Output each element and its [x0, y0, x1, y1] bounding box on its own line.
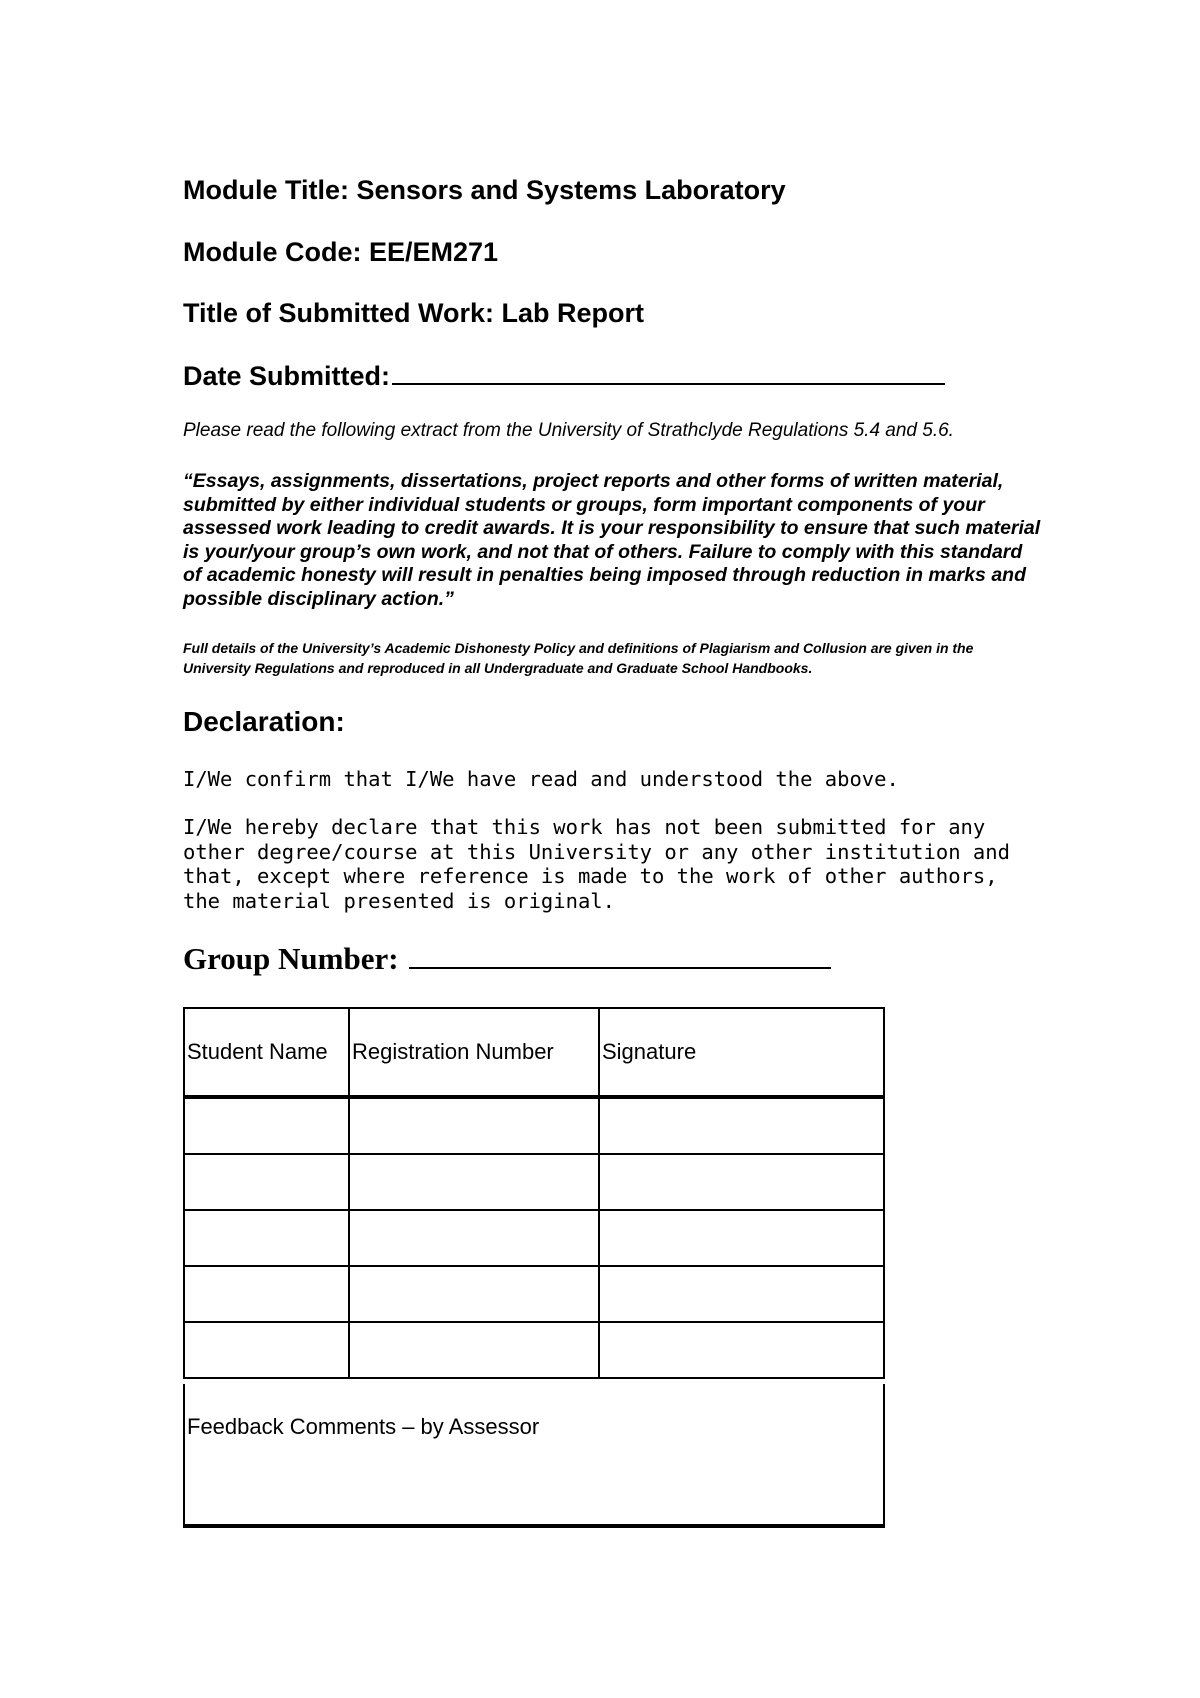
- declaration-statement: I/We hereby declare that this work has not been submitted for any other degree/course at this University or any other institution and that, except where reference is made to the work of other authors, the material presented is original.: [183, 815, 1010, 913]
- group-number-row: [183, 940, 831, 978]
- student-table: [183, 1007, 885, 1379]
- date-submitted-row: [183, 357, 945, 393]
- table-row: [184, 1322, 884, 1378]
- declaration-title: Declaration:: [183, 706, 345, 737]
- student-name-cell[interactable]: [184, 1266, 349, 1322]
- submitted-work-title: Title of Submitted Work: Lab Report: [183, 298, 645, 328]
- registration-number-cell[interactable]: [349, 1322, 599, 1378]
- signature-cell[interactable]: [599, 1322, 884, 1378]
- signature-cell[interactable]: [599, 1154, 884, 1210]
- registration-number-cell[interactable]: [349, 1154, 599, 1210]
- student-name-cell[interactable]: [184, 1322, 349, 1378]
- regulations-quote: “Essays, assignments, dissertations, project reports and other forms of written material, submitted by either individual students or groups, form important components of your assessed work leading to credit awards. It is your responsibility to ensure that such material is your/your group’s own work, and not that of others. Failure to comply with this standard of academic honesty will result in penalties being imposed through reduction in marks and possible disciplinary action.”: [183, 470, 1041, 610]
- regulations-fine-print: Full details of the University’s Academic Dishonesty Policy and definitions of Plagiarism and Collusion are given in the University Regulations and reproduced in all Undergraduate and Graduate School Handbooks.: [183, 640, 974, 676]
- date-submitted-label: Date Submitted:: [183, 361, 391, 391]
- header-student-name: Student Name: [184, 1008, 349, 1097]
- registration-number-cell[interactable]: [349, 1097, 599, 1154]
- signature-cell[interactable]: [599, 1266, 884, 1322]
- header-registration-number: Registration Number: [349, 1008, 599, 1097]
- table-row: [184, 1210, 884, 1266]
- table-row: [184, 1154, 884, 1210]
- signature-cell[interactable]: [599, 1210, 884, 1266]
- registration-number-cell[interactable]: [349, 1266, 599, 1322]
- student-name-cell[interactable]: [184, 1097, 349, 1154]
- group-number-field[interactable]: [409, 941, 831, 969]
- module-code: Module Code: EE/EM271: [183, 237, 499, 267]
- header-signature: Signature: [599, 1008, 884, 1097]
- cover-sheet: [183, 0, 1043, 1698]
- feedback-label: Feedback Comments – by Assessor: [187, 1414, 540, 1439]
- regulations-intro: Please read the following extract from the University of Strathclyde Regulations 5.4 and 5.6.: [183, 420, 954, 441]
- signature-cell[interactable]: [599, 1097, 884, 1154]
- student-name-cell[interactable]: [184, 1154, 349, 1210]
- date-submitted-field[interactable]: [392, 357, 945, 385]
- group-number-label: Group Number:: [183, 941, 399, 976]
- student-name-cell[interactable]: [184, 1210, 349, 1266]
- declaration-confirm: I/We confirm that I/We have read and understood the above.: [183, 767, 899, 791]
- table-row: [184, 1266, 884, 1322]
- registration-number-cell[interactable]: [349, 1210, 599, 1266]
- table-row: [184, 1097, 884, 1154]
- feedback-box[interactable]: [183, 1384, 885, 1528]
- student-table-header: [184, 1008, 884, 1097]
- module-title: Module Title: Sensors and Systems Laboratory: [183, 175, 786, 205]
